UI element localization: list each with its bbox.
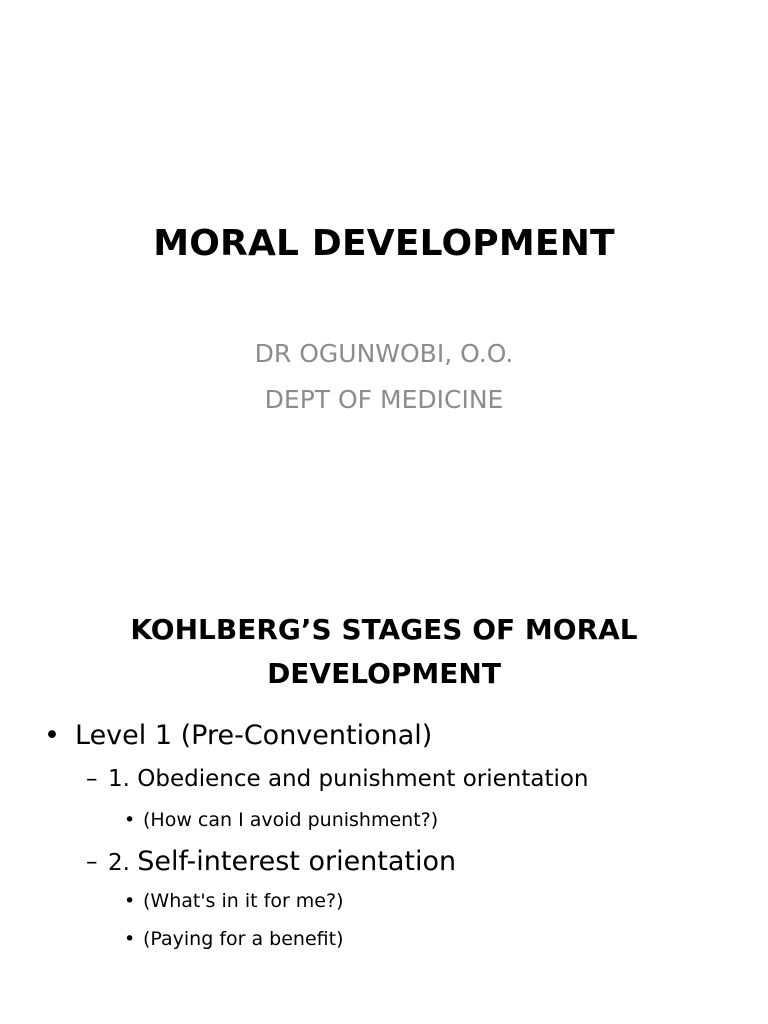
level-label: Level 1 (Pre-Conventional) [75,720,433,751]
bullet-dash-icon: – [86,849,98,875]
question-text: (How can I avoid punishment?) [143,809,439,831]
stage-number: 1. [108,766,130,792]
bullet-dot-icon: • [124,890,136,912]
content-slide [0,576,768,1024]
bullet-dot-icon: • [44,720,60,751]
bullet-dot-icon: • [124,809,136,831]
author-name: DR OGUNWOBI, O.O. [254,339,514,368]
question-text: (What's in it for me?) [143,890,344,912]
slide-title: MORAL DEVELOPMENT [153,223,615,264]
stage-label: Obedience and punishment orientation [137,766,589,792]
stage-label: Self-interest orientation [137,846,457,877]
author-department: DEPT OF MEDICINE [264,385,504,414]
question-text: (Paying for a benefit) [143,928,344,950]
content-slide-title-line-1: KOHLBERG’S STAGES OF MORAL [130,613,638,646]
stage-number: 2. [108,850,130,876]
bullet-dot-icon: • [124,928,136,950]
stage-text [108,844,456,881]
stage-text [108,764,589,794]
bullet-dash-icon: – [86,766,98,792]
content-slide-title-line-2: DEVELOPMENT [267,657,501,690]
content-slide-title [60,608,708,696]
